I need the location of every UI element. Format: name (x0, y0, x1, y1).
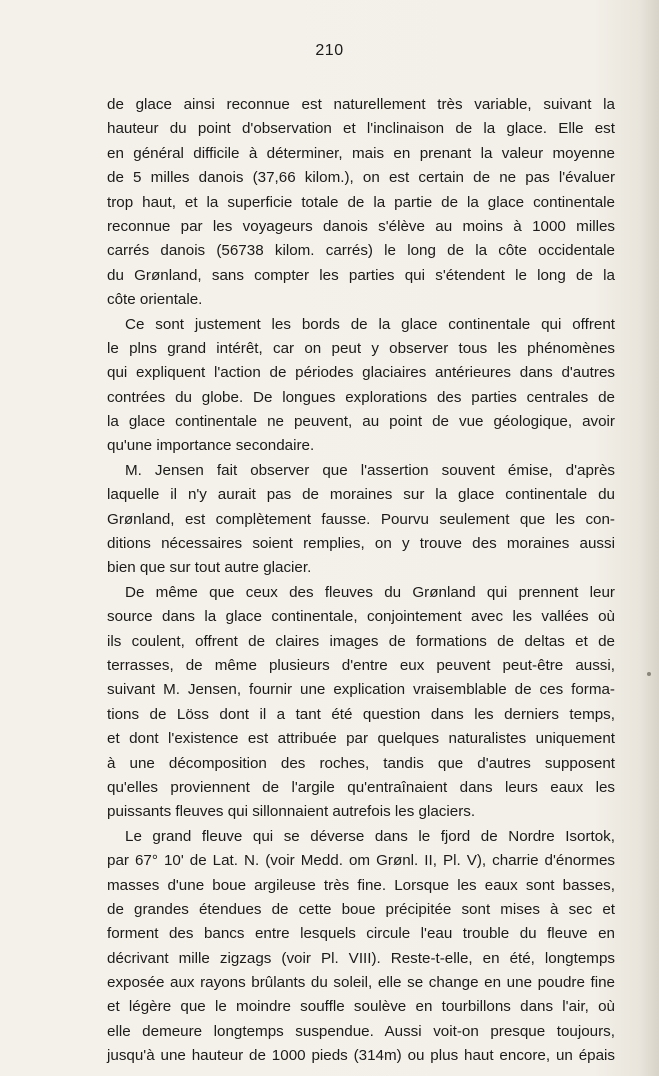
text-line: source dans la glace continentale, conjointement avec les vallées où (107, 608, 615, 626)
text-line: ditions nécessaires soient remplies, on y trouve des moraines aussi (107, 535, 615, 553)
text-line: jusqu'à une hauteur de 1000 pieds (314m) ou plus haut encore, un épais (107, 1047, 615, 1065)
body-text (107, 93, 615, 1069)
text-line: de glace ainsi reconnue est naturellement très variable, suivant la (107, 96, 615, 113)
text-line: par 67° 10' de Lat. N. (voir Medd. om Grønl. II, Pl. V), charrie d'énormes (107, 852, 615, 870)
text-line: qu'elles proviennent de l'argile qu'entraînaient dans leurs eaux les (107, 778, 615, 796)
text-line: masses d'une boue argileuse très fine. Lorsque les eaux sont basses, (107, 876, 615, 894)
text-line: à une décomposition des roches, tandis que d'autres supposent (107, 754, 615, 772)
text-line: décrivant mille zigzags (voir Pl. VIII). Reste-t-elle, en été, longtemps (107, 949, 615, 967)
text-line: et dont l'existence est attribuée par quelques naturalistes uniquement (107, 730, 615, 748)
text-line: reconnue par les voyageurs danois s'élève au moins à 1000 milles (107, 217, 615, 235)
text-line: Le grand fleuve qui se déverse dans le fjord de Nordre Isortok, (125, 827, 615, 845)
text-line: tions de Löss dont il a tant été question dans les derniers temps, (107, 705, 615, 723)
margin-speck (647, 672, 651, 676)
text-line: de grandes étendues de cette boue précipitée sont mises à sec et (107, 900, 615, 918)
text-line: hauteur du point d'observation et l'inclinaison de la glace. Elle est (107, 120, 615, 138)
text-line: du Grønland, sans compter les parties qui s'étendent le long de la (107, 266, 615, 284)
text-line: bien que sur tout autre glacier. (107, 559, 312, 577)
text-line: exposée aux rayons brûlants du soleil, elle se change en une poudre fine (107, 974, 615, 992)
text-line: et légère que le moindre souffle soulève en tourbillons dans l'air, où (107, 998, 615, 1016)
text-line: suivant M. Jensen, fournir une explication vraisemblable de ces forma- (107, 681, 615, 699)
text-line: forment des bancs entre lesquels circule l'eau trouble du fleuve en (107, 925, 615, 943)
text-line: carrés danois (56738 kilom. carrés) le long de la côte occidentale (107, 242, 615, 260)
text-line: qui expliquent l'action de périodes glaciaires antérieures dans d'autres (107, 364, 615, 382)
text-line: elle demeure longtemps suspendue. Aussi voit-on presque toujours, (107, 1022, 615, 1040)
text-line: la glace continentale ne peuvent, au point de vue géologique, avoir (107, 413, 615, 431)
text-line: puissants fleuves qui sillonnaient autrefois les glaciers. (107, 803, 476, 821)
text-line: ils coulent, offrent de claires images de formations de deltas et de (107, 632, 615, 650)
text-line: en général difficile à déterminer, mais en prenant la valeur moyenne (107, 144, 615, 162)
text-line: terrasses, de même plusieurs d'entre eux peuvent peut-être aussi, (107, 656, 615, 674)
text-line: côte orientale. (107, 291, 203, 309)
text-line: le plns grand intérêt, car on peut y observer tous les phénomènes (107, 339, 615, 357)
text-line: M. Jensen fait observer que l'assertion souvent émise, d'après (125, 461, 615, 479)
text-line: trop haut, et la superficie totale de la partie de la glace continentale (107, 193, 615, 211)
text-line: De même que ceux des fleuves du Grønland qui prennent leur (125, 583, 615, 601)
text-line: laquelle il n'y aurait pas de moraines sur la glace continentale du (107, 486, 615, 504)
text-line: contrées du globe. De longues explorations des parties centrales de (107, 388, 615, 406)
text-line: Ce sont justement les bords de la glace continentale qui offrent (125, 315, 615, 333)
text-line: Grønland, est complètement fausse. Pourvu seulement que les con- (107, 510, 615, 528)
text-line: de 5 milles danois (37,66 kilom.), on est certain de ne pas l'évaluer (107, 169, 615, 187)
text-line: qu'une importance secondaire. (107, 437, 315, 455)
page-number: 210 (315, 42, 344, 59)
